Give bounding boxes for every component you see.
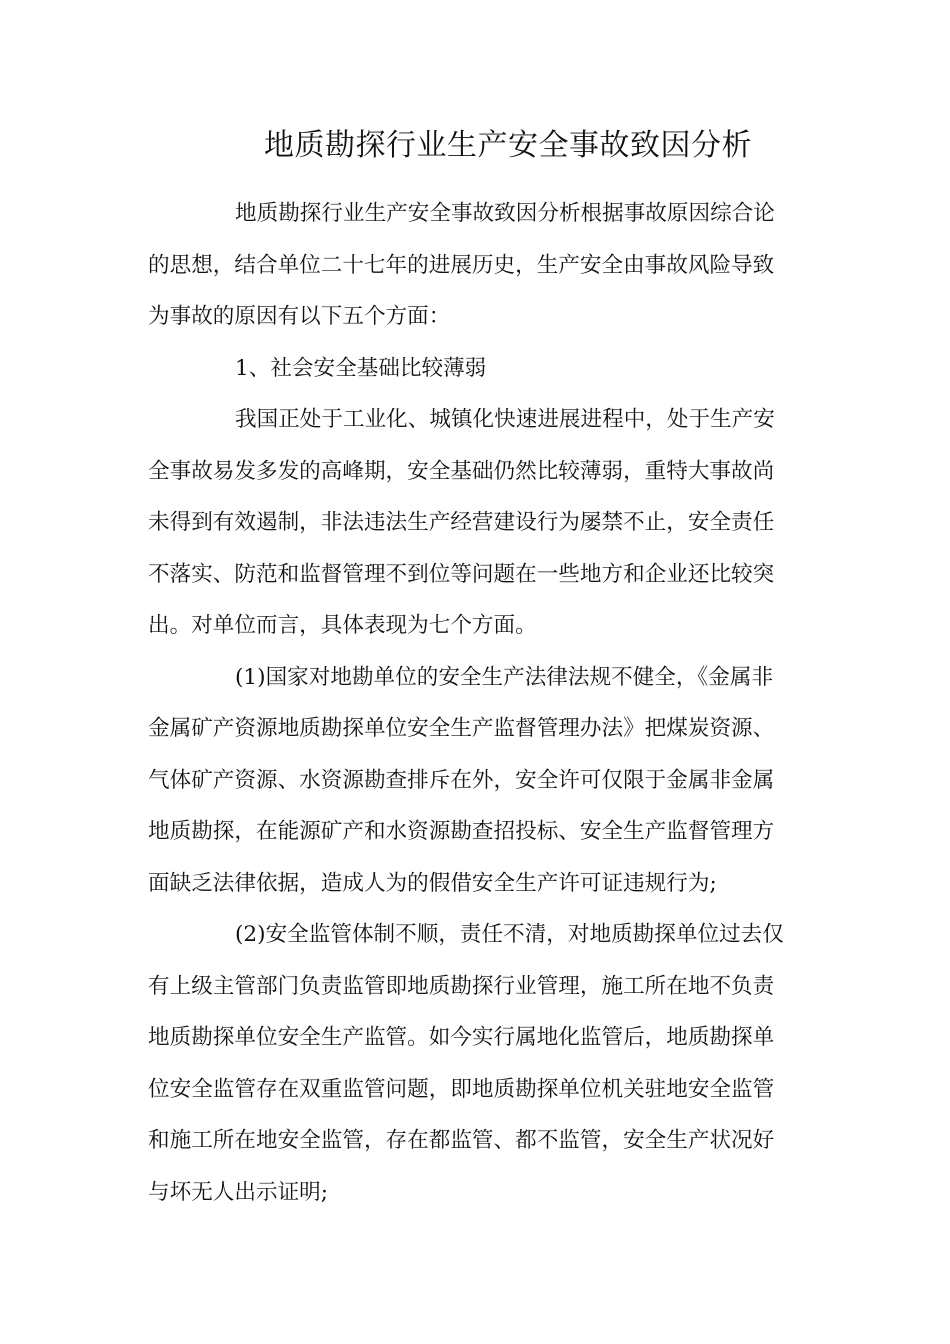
text-line: 和施工所在地安全监管，存在都监管、都不监管，安全生产状况好 [148,1128,775,1153]
text-line: (2)安全监管体制不顺，责任不清，对地质勘探单位过去仅 [235,922,784,947]
text-line: 与坏无人出示证明; [148,1179,329,1205]
text-line: 出。对单位而言，具体表现为七个方面。 [148,613,537,638]
text-line: 金属矿产资源地质勘探单位安全生产监督管理办法》把煤炭资源、 [148,716,775,741]
document-title: 地质勘探行业生产安全事故致因分析 [264,128,752,163]
text-line: 不落实、防范和监督管理不到位等问题在一些地方和企业还比较突 [148,561,775,587]
text-line: (1)国家对地勘单位的安全生产法律法规不健全，《金属非 [235,664,774,690]
document-body [148,188,808,1218]
text-line: 地质勘探，在能源矿产和水资源勘查招投标、安全生产监督管理方 [148,819,775,844]
text-line: 为事故的原因有以下五个方面： [148,304,451,329]
text-line: 的思想，结合单位二十七年的进展历史，生产安全由事故风险导致 [148,252,775,278]
text-line: 我国正处于工业化、城镇化快速进展进程中，处于生产安 [235,407,775,432]
text-line: 未得到有效遏制，非法违法生产经营建设行为屡禁不止，安全责任 [148,510,775,535]
text-line: 气体矿产资源、水资源勘查排斥在外，安全许可仅限于金属非金属 [148,767,775,793]
text-line: 1、社会安全基础比较薄弱 [235,355,487,381]
text-line: 位安全监管存在双重监管问题，即地质勘探单位机关驻地安全监管 [148,1076,775,1102]
text-line: 有上级主管部门负责监管即地质勘探行业管理，施工所在地不负责 [148,973,775,999]
text-line: 地质勘探单位安全生产监管。如今实行属地化监管后，地质勘探单 [148,1025,775,1050]
text-line: 地质勘探行业生产安全事故致因分析根据事故原因综合论 [235,201,775,226]
text-line: 面缺乏法律依据，造成人为的假借安全生产许可证违规行为; [148,870,717,896]
text-line: 全事故易发多发的高峰期，安全基础仍然比较薄弱，重特大事故尚 [148,458,775,484]
